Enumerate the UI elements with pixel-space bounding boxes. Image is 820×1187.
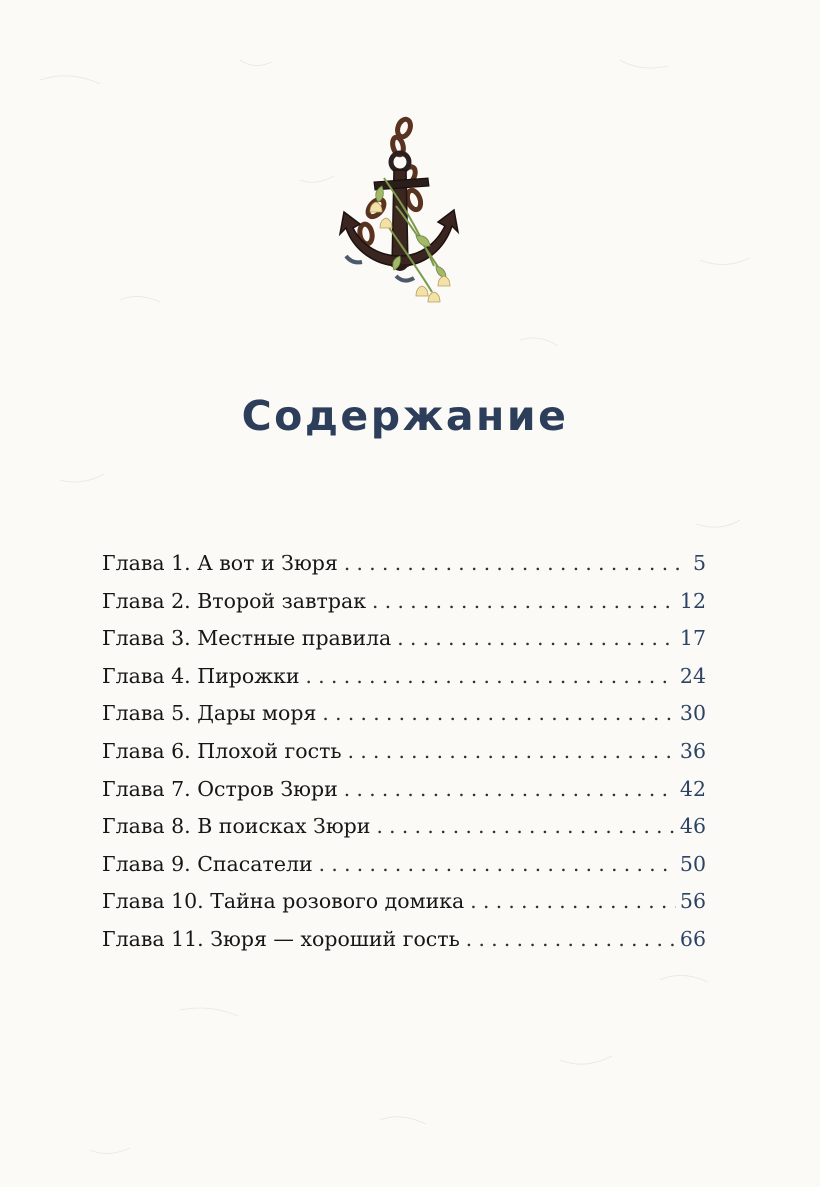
toc-chapter-number: Глава 4. — [102, 663, 191, 688]
toc-page-number: 50 — [679, 851, 706, 876]
table-of-contents — [102, 545, 706, 959]
toc-entry-label — [102, 658, 300, 696]
anchor-with-flowers-icon — [336, 116, 460, 312]
toc-entry-label — [102, 883, 464, 921]
toc-chapter-title: Местные правила — [197, 626, 392, 651]
toc-chapter-number: Глава 6. — [102, 738, 191, 763]
toc-chapter-number: Глава 9. — [102, 851, 191, 876]
dot-leader — [342, 733, 676, 771]
toc-chapter-title: Пирожки — [197, 663, 300, 688]
toc-chapter-title: Зюря — хороший гость — [210, 926, 460, 951]
toc-chapter-title: Остров Зюри — [197, 776, 338, 801]
toc-chapter-title: Спасатели — [197, 851, 313, 876]
toc-entry[interactable] — [102, 545, 706, 583]
toc-page-number: 30 — [679, 701, 706, 726]
toc-entry[interactable] — [102, 846, 706, 884]
toc-chapter-number: Глава 5. — [102, 701, 191, 726]
toc-page-number: 24 — [679, 663, 706, 688]
dot-leader — [316, 695, 676, 733]
toc-chapter-title: Второй завтрак — [197, 588, 367, 613]
toc-chapter-title: А вот и Зюря — [197, 551, 338, 575]
toc-entry-label — [102, 808, 370, 846]
toc-page-number: 12 — [679, 588, 706, 613]
toc-entry-label — [102, 846, 313, 884]
toc-chapter-title: Дары моря — [197, 701, 317, 726]
toc-page-number: 5 — [692, 551, 706, 575]
dot-leader — [366, 583, 676, 621]
dot-leader — [391, 620, 676, 658]
toc-entry[interactable] — [102, 733, 706, 771]
toc-entry[interactable] — [102, 695, 706, 733]
toc-page-number: 42 — [679, 776, 706, 801]
toc-chapter-number: Глава 7. — [102, 776, 191, 801]
toc-entry[interactable] — [102, 921, 706, 959]
toc-chapter-title: Тайна розового домика — [210, 889, 465, 914]
toc-entry[interactable] — [102, 583, 706, 621]
toc-page-number: 56 — [679, 889, 706, 914]
toc-chapter-title: В поисках Зюри — [197, 814, 371, 839]
toc-page-number: 17 — [679, 626, 706, 651]
toc-entry-label — [102, 733, 342, 771]
toc-entry-label — [102, 545, 338, 583]
toc-entry-label — [102, 921, 460, 959]
toc-chapter-number: Глава 3. — [102, 626, 191, 651]
toc-page-number: 36 — [679, 738, 706, 763]
toc-chapter-title: Плохой гость — [197, 738, 342, 763]
toc-chapter-number: Глава 2. — [102, 588, 191, 613]
toc-chapter-number: Глава 1. — [102, 551, 191, 575]
toc-entry-label — [102, 771, 338, 809]
dot-leader — [313, 846, 676, 884]
toc-chapter-number: Глава 11. — [102, 926, 204, 951]
toc-entry[interactable] — [102, 771, 706, 809]
toc-entry-label — [102, 583, 366, 621]
toc-chapter-number: Глава 8. — [102, 814, 191, 839]
toc-entry[interactable] — [102, 658, 706, 696]
toc-chapter-number: Глава 10. — [102, 889, 204, 914]
dot-leader — [464, 883, 676, 921]
toc-entry-label — [102, 695, 316, 733]
toc-page-number: 46 — [679, 814, 706, 839]
toc-page-number: 66 — [679, 926, 706, 951]
dot-leader — [370, 808, 675, 846]
dot-leader — [460, 921, 676, 959]
dot-leader — [300, 658, 676, 696]
toc-entry[interactable] — [102, 883, 706, 921]
dot-leader — [338, 545, 689, 583]
page-title: Содержание — [241, 392, 569, 440]
toc-entry[interactable] — [102, 808, 706, 846]
toc-entry-label — [102, 620, 391, 658]
toc-entry[interactable] — [102, 620, 706, 658]
dot-leader — [338, 771, 676, 809]
